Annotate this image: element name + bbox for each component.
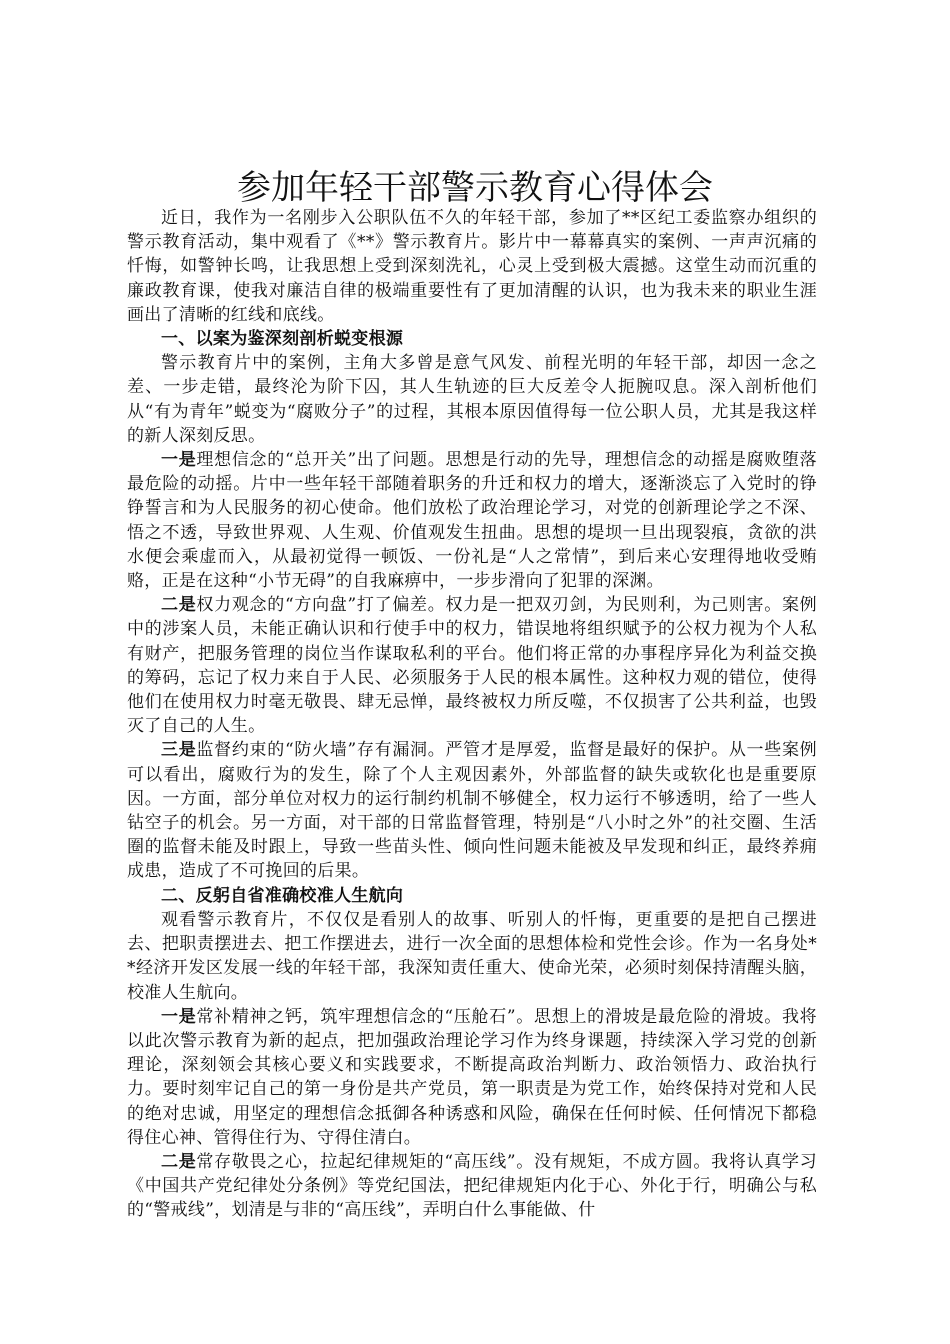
section-1-intro: 警示教育片中的案例，主角大多曾是意气风发、前程光明的年轻干部，却因一念之差、一步走错，最终沦为阶下囚，其人生轨迹的巨大反差令人扼腕叹息。深入剖析他们从“有为青年”蜕变为“腐败分子”的过程，其根本原因值得每一位公职人员，尤其是我这样的新人深刻反思。 xyxy=(127,353,817,446)
point-lead: 二是 xyxy=(161,1151,197,1172)
point-lead: 二是 xyxy=(161,595,197,616)
section-2-point-1 xyxy=(127,1005,817,1150)
section-2-intro: 观看警示教育片，不仅仅是看别人的故事、听别人的忏悔，更重要的是把自己摆进去、把职责摆进去、把工作摆进去，进行一次全面的思想体检和党性会诊。作为一名身处**经济开发区发展一线的年轻干部，我深知责任重大、使命光荣，必须时刻保持清醒头脑，校准人生航向。 xyxy=(127,909,817,1003)
section-2-point-2 xyxy=(127,1150,817,1223)
point-text: 理想信念的“总开关”出了问题。思想是行动的先导，理想信念的动摇是腐败堕落最危险的动摇。片中一些年轻干部随着职务的升迁和权力的增大，逐渐淡忘了入党时的铮铮誓言和为人民服务的初心使命。他们放松了政治理论学习，对党的创新理论学之不深、悟之不透，导致世界观、人生观、价值观发生扭曲。思想的堤坝一旦出现裂痕，贪欲的洪水便会乘虚而入，从最初觉得一顿饭、一份礼是“人之常情”，到后来心安理得地收受贿赂，正是在这种“小节无碍”的自我麻痹中，一步步滑向了犯罪的深渊。 xyxy=(127,450,817,592)
point-lead: 一是 xyxy=(161,450,197,471)
section-2-heading: 二、反躬自省准确校准人生航向 xyxy=(161,885,404,906)
point-lead: 一是 xyxy=(161,1006,197,1027)
section-1-point-3 xyxy=(127,738,817,883)
section-1-point-1 xyxy=(127,448,817,593)
point-text: 监督约束的“防火墙”存有漏洞。严管才是厚爱，监督是最好的保护。从一些案例可以看出，腐败行为的发生，除了个人主观因素外，外部监督的缺失或软化也是重要原因。一方面，部分单位对权力的运行制约机制不够健全，权力运行不够透明，给了一些人钻空子的机会。另一方面，对干部的日常监督管理，特别是“八小时之外”的社交圈、生活圈的监督未能及时跟上，导致一些苗头性、倾向性问题未能被及早发现和纠正，最终养痈成患，造成了不可挽回的后果。 xyxy=(127,740,817,882)
point-text: 权力观念的“方向盘”打了偏差。权力是一把双刃剑，为民则利，为己则害。案例中的涉案人员，未能正确认识和行使手中的权力，错误地将组织赋予的公权力视为个人私有财产，把服务管理的岗位当作谋取私利的平台。他们将正常的办事程序异化为利益交换的筹码，忘记了权力来自于人民、必须服务于人民的根本属性。这种权力观的错位，使得他们在使用权力时毫无敬畏、肆无忌惮，最终被权力所反噬，不仅损害了公共利益，也毁灭了自己的人生。 xyxy=(127,595,817,737)
section-1-heading: 一、以案为鉴深刻剖析蜕变根源 xyxy=(161,329,404,350)
document-body xyxy=(127,206,817,1223)
section-1-point-2 xyxy=(127,593,817,738)
point-lead: 三是 xyxy=(161,740,197,761)
document-title: 参加年轻干部警示教育心得体会 xyxy=(237,168,713,208)
intro-paragraph: 近日，我作为一名刚步入公职队伍不久的年轻干部，参加了**区纪工委监察办组织的警示教育活动，集中观看了《**》警示教育片。影片中一幕幕真实的案例、一声声沉痛的忏悔，如警钟长鸣，让我思想上受到深刻洗礼，心灵上受到极大震撼。这堂生动而沉重的廉政教育课，使我对廉洁自律的极端重要性有了更加清醒的认识，也为我未来的职业生涯画出了清晰的红线和底线。 xyxy=(127,208,817,325)
point-text: 常存敬畏之心，拉起纪律规矩的“高压线”。没有规矩，不成方圆。我将认真学习《中国共产党纪律处分条例》等党纪国法，把纪律规矩内化于心、外化于行，明确公与私的“警戒线”，划清是与非的“高压线”，弄明白什么事能做、什 xyxy=(127,1151,817,1221)
point-text: 常补精神之钙，筑牢理想信念的“压舱石”。思想上的滑坡是最危险的滑坡。我将以此次警示教育为新的起点，把加强政治理论学习作为终身课题，持续深入学习党的创新理论，深刻领会其核心要义和实践要求，不断提高政治判断力、政治领悟力、政治执行力。要时刻牢记自己的第一身份是共产党员，第一职责是为党工作，始终保持对党和人民的绝对忠诚，用坚定的理想信念抵御各种诱惑和风险，确保在任何时候、任何情况下都稳得住心神、管得住行为、守得住清白。 xyxy=(127,1006,817,1148)
